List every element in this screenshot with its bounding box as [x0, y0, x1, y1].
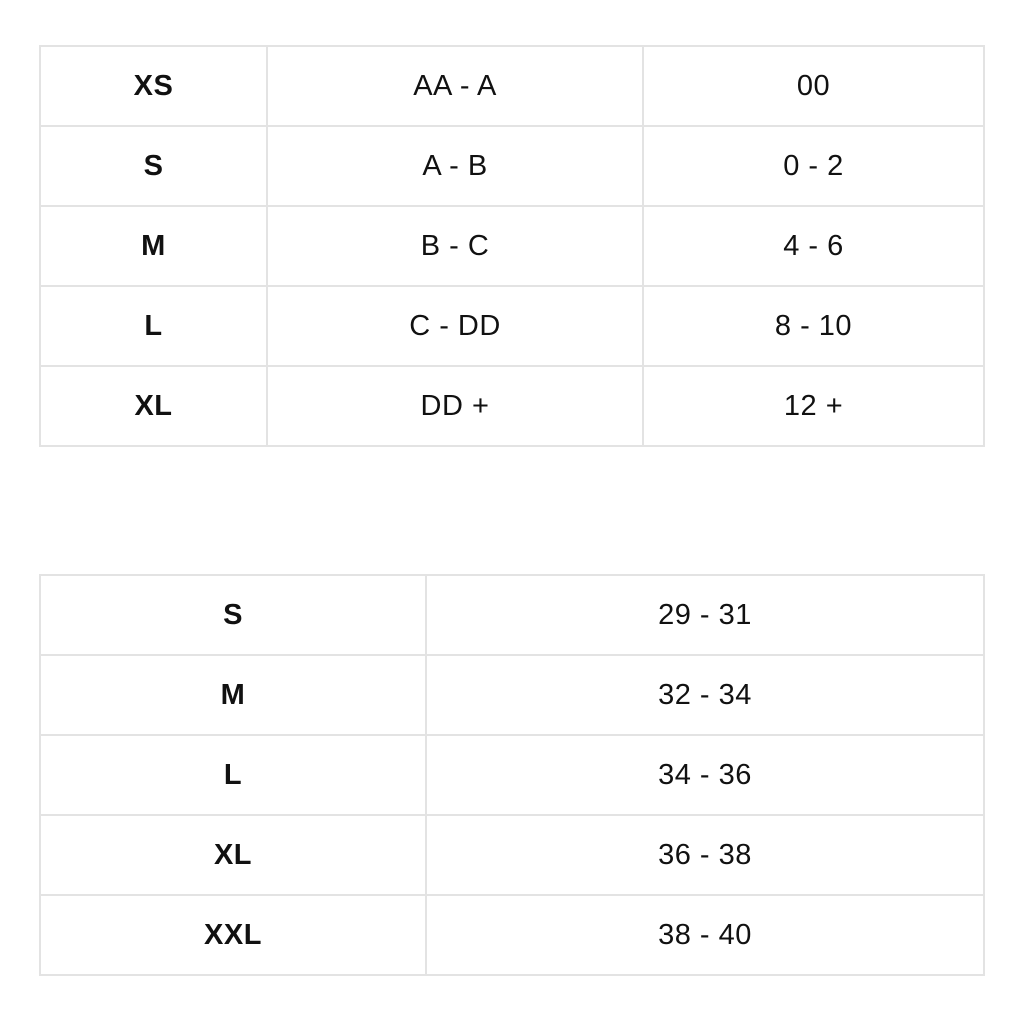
- table-row: [40, 46, 984, 126]
- table-row: [40, 895, 984, 975]
- table-row: [40, 126, 984, 206]
- table-row: [40, 735, 984, 815]
- range-cell: 34 - 36: [426, 735, 984, 815]
- size-cell: S: [40, 126, 267, 206]
- table-row: [40, 206, 984, 286]
- dress-size-cell: 4 - 6: [643, 206, 984, 286]
- table-row: [40, 815, 984, 895]
- size-cell: XXL: [40, 895, 426, 975]
- size-cell: M: [40, 206, 267, 286]
- dress-size-cell: 00: [643, 46, 984, 126]
- dress-size-cell: 8 - 10: [643, 286, 984, 366]
- dress-size-cell: 12 +: [643, 366, 984, 446]
- table-row: [40, 286, 984, 366]
- size-cell: M: [40, 655, 426, 735]
- size-cell: L: [40, 735, 426, 815]
- table-row: [40, 366, 984, 446]
- size-cell: XL: [40, 815, 426, 895]
- range-cell: 36 - 38: [426, 815, 984, 895]
- range-cell: 38 - 40: [426, 895, 984, 975]
- range-cell: 29 - 31: [426, 575, 984, 655]
- bottom-size-table: [39, 574, 985, 976]
- dress-size-cell: 0 - 2: [643, 126, 984, 206]
- cup-cell: A - B: [267, 126, 643, 206]
- size-cell: XL: [40, 366, 267, 446]
- cup-cell: AA - A: [267, 46, 643, 126]
- size-cell: XS: [40, 46, 267, 126]
- table-row: [40, 655, 984, 735]
- size-cell: L: [40, 286, 267, 366]
- table-row: [40, 575, 984, 655]
- cup-cell: B - C: [267, 206, 643, 286]
- cup-cell: C - DD: [267, 286, 643, 366]
- cup-cell: DD +: [267, 366, 643, 446]
- range-cell: 32 - 34: [426, 655, 984, 735]
- size-cell: S: [40, 575, 426, 655]
- top-size-table: [39, 45, 985, 447]
